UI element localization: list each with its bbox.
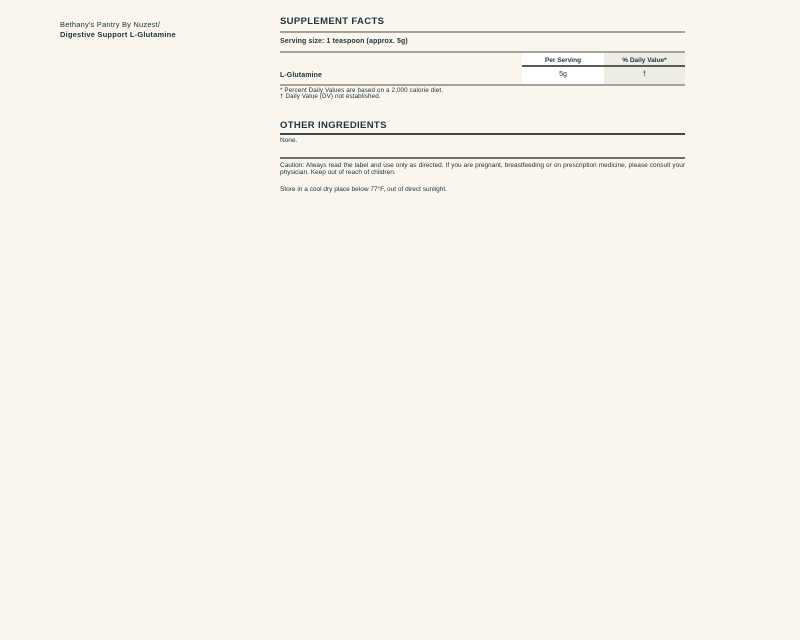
supplement-facts-heading: SUPPLEMENT FACTS: [280, 15, 685, 33]
nutrient-amount-per-serving: 5g: [522, 67, 604, 84]
column-header-per-serving: Per Serving: [522, 53, 604, 67]
footnotes: [280, 88, 685, 100]
product-title-block: [60, 20, 176, 40]
footnote-daily-values: * Percent Daily Values are based on a 2,000 calorie diet.: [280, 87, 444, 94]
table-header-rule: [522, 65, 685, 67]
nutrient-name: L-Glutamine: [280, 72, 322, 79]
brand-name: Bethany's Pantry By Nuzest/: [60, 20, 161, 29]
caution-text: Caution: Always read the label and use only as directed. If you are pregnant, breastfeeding or on prescription medicine, please consult your physician. Keep out of reach of children.: [280, 157, 685, 176]
supplement-facts-panel: [280, 0, 685, 230]
product-name: Digestive Support L-Glutamine: [60, 30, 176, 39]
supplement-facts-table: [280, 53, 685, 86]
nutrient-daily-value: †: [604, 67, 685, 84]
column-header-daily-value: % Daily Value*: [604, 53, 685, 67]
other-ingredients-heading: OTHER INGREDIENTS: [280, 120, 685, 135]
serving-size: Serving size: 1 teaspoon (approx. 5g): [280, 37, 685, 53]
footnote-dv-not-established: † Daily Value (DV) not established.: [280, 93, 381, 100]
storage-instructions: Store in a cool dry place below 77°F, out of direct sunlight.: [280, 186, 447, 193]
other-ingredients-value: None.: [280, 137, 298, 144]
